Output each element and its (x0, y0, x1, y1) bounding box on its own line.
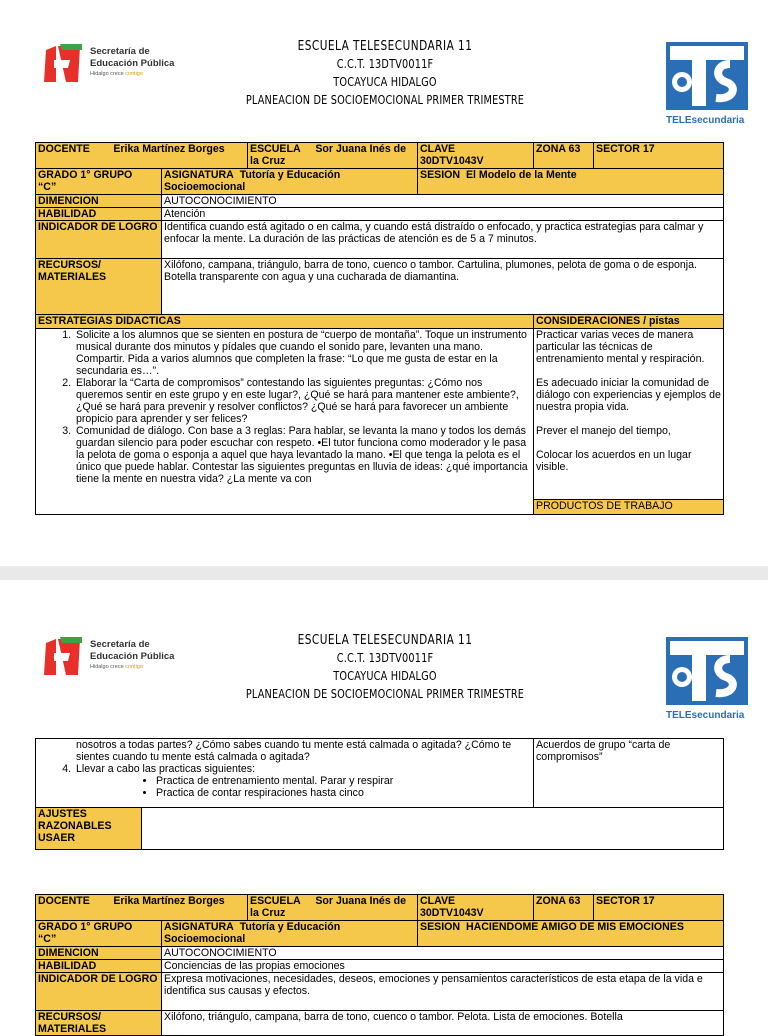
ts-caption: TELEsecundaria (666, 710, 745, 721)
productos-value: Acuerdos de grupo “carta de compromisos” (534, 739, 724, 808)
cct: C.C.T. 13DTV0011F (336, 56, 434, 71)
zona-cell: ZONA 63 (534, 895, 594, 921)
indicador-value: Identifica cuando está agitado o en calma, y cuando está distraído o enfocado, y practica estrategias para calmar y enfocar la mente. La duración de las prácticas de atención es de 5 a 7 minutos. (162, 221, 724, 259)
header-text (225, 37, 545, 109)
strategies-cell (36, 329, 534, 515)
sesion-cell: SESION El Modelo de la Mente (418, 169, 724, 195)
school-name: ESCUELA TELESECUNDARIA 11 (297, 38, 473, 54)
dimencion-label: DIMENCION (36, 947, 162, 960)
habilidad-label: HABILIDAD (36, 960, 162, 973)
consideration-item: Prever el manejo del tiempo, (536, 425, 671, 437)
dimencion-value: AUTOCONOCIMIENTO (162, 947, 724, 960)
zona-cell: ZONA 63 (534, 143, 594, 169)
consideration-item: Es adecuado iniciar la comunidad de diálogo con experiencias y ejemplos de nuestra propia vida. (536, 377, 721, 413)
grado-cell: GRADO 1° GRUPO “C” (36, 921, 162, 947)
habilidad-value: Atención (162, 208, 724, 221)
asignatura-cell: ASIGNATURA Tutoría y Educación Socioemocional (162, 921, 418, 947)
practice-list (38, 775, 531, 799)
escuela-cell: ESCUELA Sor Juana Inés de la Cruz (248, 895, 418, 921)
sesion-cell: SESION HACIENDOME AMIGO DE MIS EMOCIONES (418, 921, 724, 947)
ajustes-label: AJUSTES RAZONABLES USAER (36, 808, 142, 850)
habilidad-label: HABILIDAD (36, 208, 162, 221)
recursos-label: RECURSOS/ MATERIALES (36, 259, 162, 315)
docente-cell: DOCENTE Erika Martínez Borges (36, 143, 248, 169)
telesecundaria-logo (666, 42, 748, 134)
strategy-item: 3. Comunidad de diálogo. Con base a 3 reglas: Para hablar, se levanta la mano y todos los demás guardan silencio para poder escuchar con respeto. •El tutor funciona como moderador y le pasa la pelota de goma o esponja a aquel que haya levantado la mano. •El que tenga la pelota es el único que puede hablar. Contestar las siguientes preguntas en lluvia de ideas: ¿qué importancia tiene la mente en nuestra vida? ¿La mente va con (74, 425, 531, 485)
page-header (0, 30, 768, 130)
sector-cell: SECTOR 17 (594, 895, 724, 921)
dimencion-label: DIMENCION (36, 195, 162, 208)
location: TOCAYUCA HIDALGO (333, 668, 437, 683)
indicador-value: Expresa motivaciones, necesidades, deseos, emociones y pensamientos característicos de esta etapa de la vida e identifica sus causas y efectos. (162, 973, 724, 1011)
grado-cell: GRADO 1° GRUPO “C” (36, 169, 162, 195)
page-header (0, 625, 768, 725)
habilidad-value: Conciencias de las propias emociones (162, 960, 724, 973)
plan-title: PLANEACION DE SOCIOEMOCIONAL PRIMER TRIMESTRE (245, 92, 525, 107)
sep-hidalgo-logo: Secretaría de Educación Pública Hidalgo crece contigo (38, 633, 188, 683)
strategies-list (38, 329, 531, 485)
sep-h-icon (40, 637, 82, 677)
clave-cell: CLAVE 30DTV1043V (418, 895, 534, 921)
clave-cell: CLAVE 30DTV1043V (418, 143, 534, 169)
docente-cell: DOCENTE Erika Martínez Borges (36, 895, 248, 921)
ajustes-value (142, 808, 724, 850)
dimencion-value: AUTOCONOCIMIENTO (162, 195, 724, 208)
recursos-value: Xilófono, campana, triángulo, barra de tono, cuenco o tambor. Cartulina, plumones, pelota de goma o de esponja. Botella transparente con agua y una cucharada de diamantina. (162, 259, 724, 315)
ts-icon (666, 42, 748, 110)
strategy-item: 1. Solicite a los alumnos que se sienten en postura de “cuerpo de montaña”. Toque un instrumento musical durante dos minutos y pídales que cuando el sonido pare, levanten una mano. Compartir. Pida a varios alumnos que completen la frase: “Lo que me gusta de estar en la secundaria es…”. (74, 329, 531, 377)
strategy-item: 4. Llevar a cabo las practicas siguientes: (74, 763, 531, 775)
recursos-value: Xilófono, triángulo, campana, barra de tono, cuenco o tambor. Pelota. Lista de emociones. Botella (162, 1011, 724, 1036)
considerations-cell (534, 329, 724, 515)
indicador-label: INDICADOR DE LOGRO (36, 973, 162, 1011)
consideraciones-label: CONSIDERACIONES / pistas (534, 315, 724, 329)
page-separator (0, 566, 768, 580)
consideration-item: Colocar los acuerdos en un lugar visible. (536, 449, 692, 473)
asignatura-cell: ASIGNATURA Tutoría y Educación Socioemocional (162, 169, 418, 195)
practice-item: • Practica de entrenamiento mental. Parar y respirar (156, 775, 531, 787)
ts-caption: TELEsecundaria (666, 115, 745, 126)
plan-table-1-continued (35, 738, 724, 850)
sep-hidalgo-logo: Secretaría de Educación Pública Hidalgo crece contigo (38, 40, 188, 90)
header-text (225, 631, 545, 703)
strategies-continued: nosotros a todas partes? ¿Cómo sabes cuando tu mente está calmada o agitada? ¿Cómo te sientes cuando tu mente está calmada o agitada? 4. Llevar a cabo las practicas siguientes: • Practica de entrenamiento mental. Parar y respirar • Practica de contar respiraciones hasta cinco (36, 739, 534, 808)
plan-table-2 (35, 894, 724, 1036)
strategies-list (38, 763, 531, 775)
productos-label: PRODUCTOS DE TRABAJO (534, 499, 723, 514)
escuela-cell: ESCUELA Sor Juana Inés de la Cruz (248, 143, 418, 169)
sector-cell: SECTOR 17 (594, 143, 724, 169)
sep-h-icon (40, 44, 82, 84)
strategy-item: 2. Elaborar la “Carta de compromisos” contestando las siguientes preguntas: ¿Cómo nos queremos sentir en este grupo y en este lugar?, ¿Qué se hará para mantener este ambiente?, ¿Qué se hará para prevenir y resolver conflictos? ¿Qué se hará para favorecer un ambiente propicio para aprender y ser felices? (74, 377, 531, 425)
consideration-item: Practicar varias veces de manera particular las técnicas de entrenamiento mental y respiración. (536, 329, 705, 365)
school-name: ESCUELA TELESECUNDARIA 11 (297, 632, 473, 648)
practice-item: • Practica de contar respiraciones hasta cinco (156, 787, 531, 799)
plan-table-1 (35, 142, 724, 515)
plan-title: PLANEACION DE SOCIOEMOCIONAL PRIMER TRIMESTRE (245, 686, 525, 701)
location: TOCAYUCA HIDALGO (333, 74, 437, 89)
ts-icon (666, 637, 748, 705)
cct: C.C.T. 13DTV0011F (336, 650, 434, 665)
indicador-label: INDICADOR DE LOGRO (36, 221, 162, 259)
recursos-label: RECURSOS/ MATERIALES (36, 1011, 162, 1036)
estrategias-label: ESTRATEGIAS DIDACTICAS (36, 315, 534, 329)
telesecundaria-logo (666, 637, 748, 729)
